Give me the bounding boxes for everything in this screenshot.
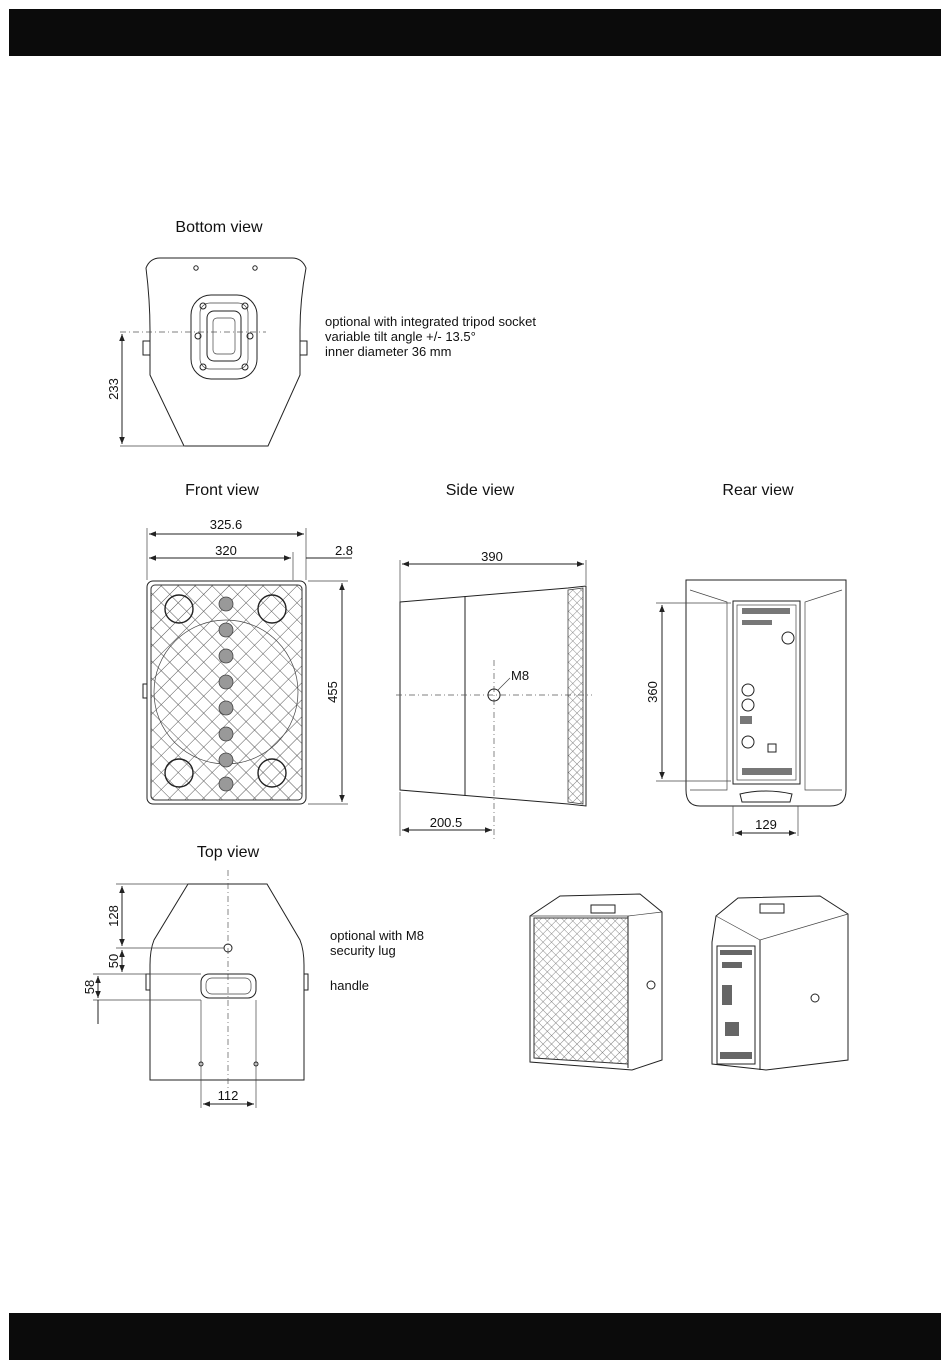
front-dim-320: 320 — [215, 543, 237, 558]
top-note-lug-line2: security lug — [330, 943, 396, 958]
front-dim-2-8: 2.8 — [334, 543, 354, 558]
top-dim-58: 58 — [82, 979, 97, 995]
top-view — [82, 844, 424, 1108]
side-view-title: Side view — [445, 482, 515, 499]
bottom-view-title: Bottom view — [175, 219, 263, 236]
rear-view — [645, 482, 846, 836]
bottom-note-line2: variable tilt angle +/- 13.5° — [325, 329, 476, 344]
perspective-front-illustration — [530, 894, 662, 1070]
front-dim-455: 455 — [325, 681, 340, 703]
bottom-view — [106, 219, 536, 446]
top-view-title: Top view — [196, 844, 260, 861]
bottom-note-line1: optional with integrated tripod socket — [325, 314, 537, 329]
front-view-title: Front view — [185, 482, 259, 499]
rear-view-title: Rear view — [722, 482, 794, 499]
top-note-lug-line1: optional with M8 — [330, 928, 424, 943]
top-dim-112: 112 — [217, 1088, 239, 1103]
front-dim-325-6: 325.6 — [209, 517, 243, 532]
side-view — [396, 482, 592, 840]
top-dim-128: 128 — [106, 905, 121, 927]
top-note-handle: handle — [330, 978, 370, 993]
bottom-note-line3: inner diameter 36 mm — [325, 344, 452, 359]
side-thread-m8: M8 — [511, 668, 530, 683]
side-dim-200-5: 200.5 — [429, 815, 463, 830]
front-view — [143, 482, 353, 804]
bottom-dim-233: 233 — [106, 378, 121, 400]
perspective-rear-illustration — [712, 896, 848, 1070]
rear-dim-129: 129 — [755, 817, 777, 832]
rear-dim-360: 360 — [645, 681, 660, 703]
side-dim-390: 390 — [481, 549, 503, 564]
top-dim-50: 50 — [106, 953, 121, 969]
